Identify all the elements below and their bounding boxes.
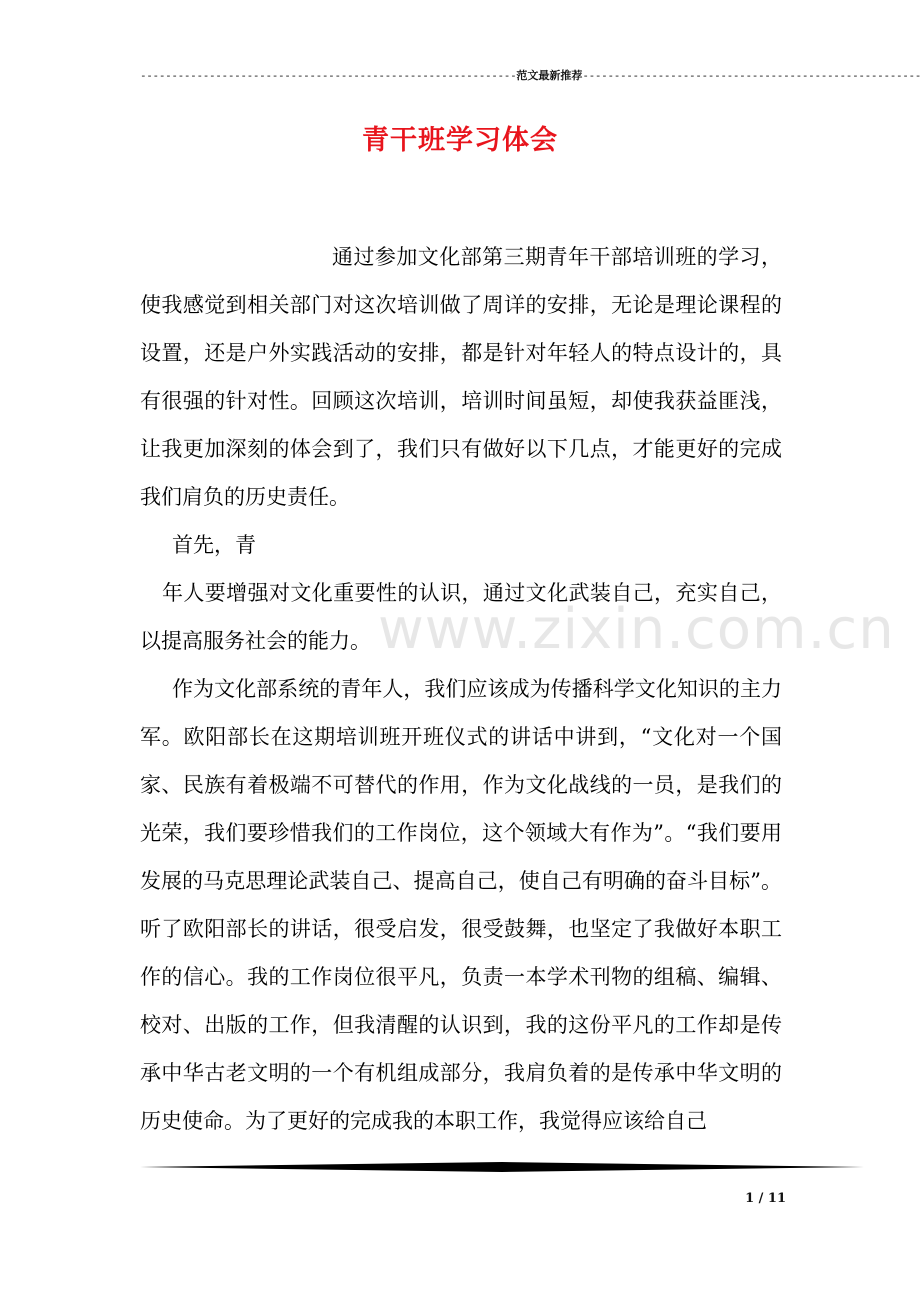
page-number: 1 / 11 <box>745 1191 786 1206</box>
document-body <box>140 233 782 1145</box>
header-dashes-left: ------------------------------------------------------------ <box>140 69 517 82</box>
watermark: www.zixin.com.cn <box>378 597 895 662</box>
paragraph: 作为文化部系统的青年人，我们应该成为传播科学文化知识的主力军。欧阳部长在这期培训班开班仪式的讲话中讲到，“文化对一个国家、民族有着极端不可替代的作用，作为文化战线的一员，是我们的光荣，我们要珍惜我们的工作岗位，这个领域大有作为”。“我们要用发展的马克思理论武装自己、提高自己，使自己有明确的奋斗目标”。听了欧阳部长的讲话，很受启发，很受鼓舞，也坚定了我做好本职工作的信心。我的工作岗位很平凡，负责一本学术刊物的组稿、编辑、校对、出版的工作，但我清醒的认识到，我的这份平凡的工作却是传承中华古老文明的一个有机组成部分，我肩负着的是传承中华文明的历史使命。为了更好的完成我的本职工作，我觉得应该给自己 <box>140 677 782 1133</box>
paragraph: 年人要增强对文化重要性的认识，通过文化武装自己，充实自己，以提高服务社会的能力。 <box>140 581 782 653</box>
header-rule <box>140 68 921 84</box>
footer-rule <box>140 1160 864 1174</box>
paragraph: 首先，青 <box>172 533 256 557</box>
header-label: 范文最新推荐 <box>516 69 583 82</box>
document-title: 青干班学习体会 <box>362 125 558 156</box>
header-dashes-right: ------------------------------------------------------ <box>582 69 921 82</box>
paragraph: 通过参加文化部第三期青年干部培训班的学习，使我感觉到相关部门对这次培训做了周详的安排，无论是理论课程的设置，还是户外实践活动的安排，都是针对年轻人的特点设计的，具有很强的针对性。回顾这次培训，培训时间虽短，却使我获益匪浅，让我更加深刻的体会到了，我们只有做好以下几点，才能更好的完成我们肩负的历史责任。 <box>140 245 782 509</box>
